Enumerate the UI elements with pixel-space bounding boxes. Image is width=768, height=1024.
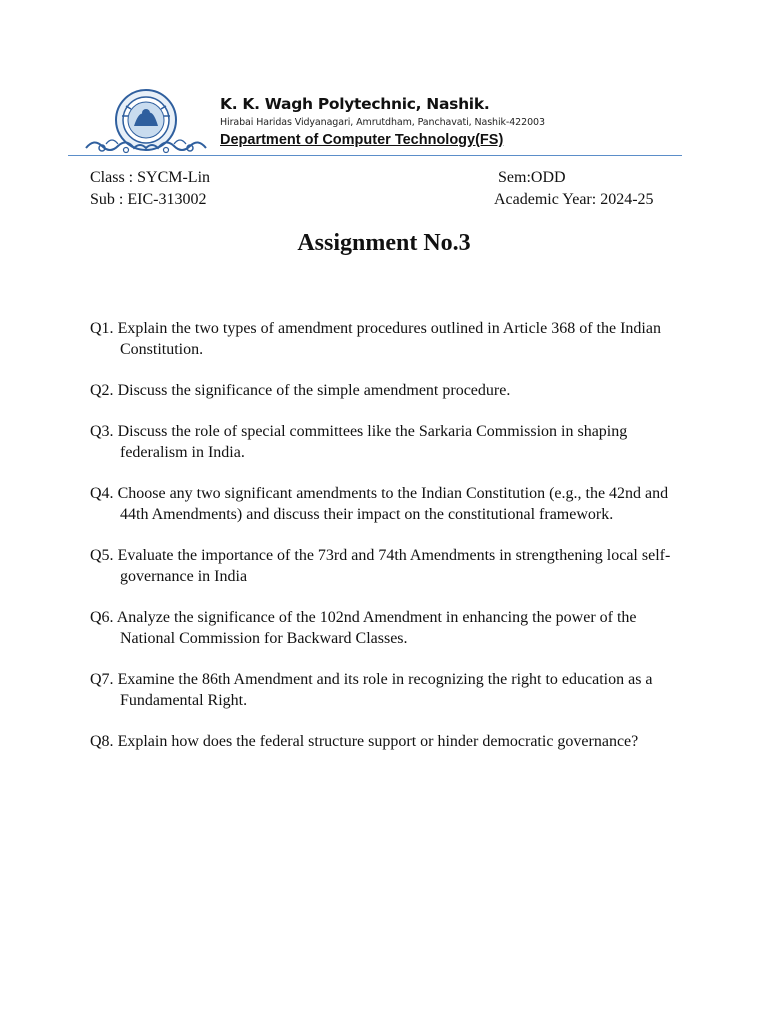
question-number: Q5. <box>90 547 114 564</box>
question-text: Evaluate the importance of the 73rd and 74th Amendments in strengthening local self-governance in India <box>117 547 671 585</box>
question-number: Q3. <box>90 423 114 440</box>
header-divider <box>68 155 682 156</box>
question-list <box>90 318 680 772</box>
class-info: Class : SYCM-Lin <box>90 169 211 186</box>
question-number: Q4. <box>90 485 114 502</box>
question-number: Q8. <box>90 733 114 750</box>
college-seal-logo <box>82 86 210 158</box>
question-item <box>90 669 680 711</box>
institute-address: Hirabai Haridas Vidyanagari, Amrutdham, Panchavati, Nashik-422003 <box>220 117 545 128</box>
question-number: Q7. <box>90 671 114 688</box>
question-item <box>90 607 680 649</box>
academic-year-info: Academic Year: 2024-25 <box>494 191 654 208</box>
subject-info: Sub : EIC-313002 <box>90 191 207 208</box>
question-text: Explain the two types of amendment procedures outlined in Article 368 of the Indian Constitution. <box>117 320 661 358</box>
question-text: Explain how does the federal structure support or hinder democratic governance? <box>117 733 639 750</box>
assignment-title: Assignment No.3 <box>297 230 471 256</box>
question-item <box>90 483 680 525</box>
department-name: Department of Computer Technology(FS) <box>220 132 504 148</box>
question-number: Q2. <box>90 382 114 399</box>
semester-info: Sem:ODD <box>498 169 566 186</box>
question-number: Q6. <box>90 609 114 626</box>
question-text: Choose any two significant amendments to the Indian Constitution (e.g., the 42nd and 44th Amendments) and discuss their impact on the constitutional framework. <box>117 485 669 523</box>
question-item <box>90 545 680 587</box>
institute-name: K. K. Wagh Polytechnic, Nashik. <box>220 95 490 113</box>
question-item <box>90 731 680 752</box>
question-item <box>90 318 680 360</box>
question-text: Discuss the significance of the simple amendment procedure. <box>117 382 511 399</box>
question-text: Analyze the significance of the 102nd Amendment in enhancing the power of the National Commission for Backward Classes. <box>116 609 637 647</box>
question-text: Discuss the role of special committees like the Sarkaria Commission in shaping federalism in India. <box>117 423 628 461</box>
question-item <box>90 421 680 463</box>
question-item <box>90 380 680 401</box>
question-text: Examine the 86th Amendment and its role in recognizing the right to education as a Fundamental Right. <box>117 671 653 709</box>
question-number: Q1. <box>90 320 114 337</box>
